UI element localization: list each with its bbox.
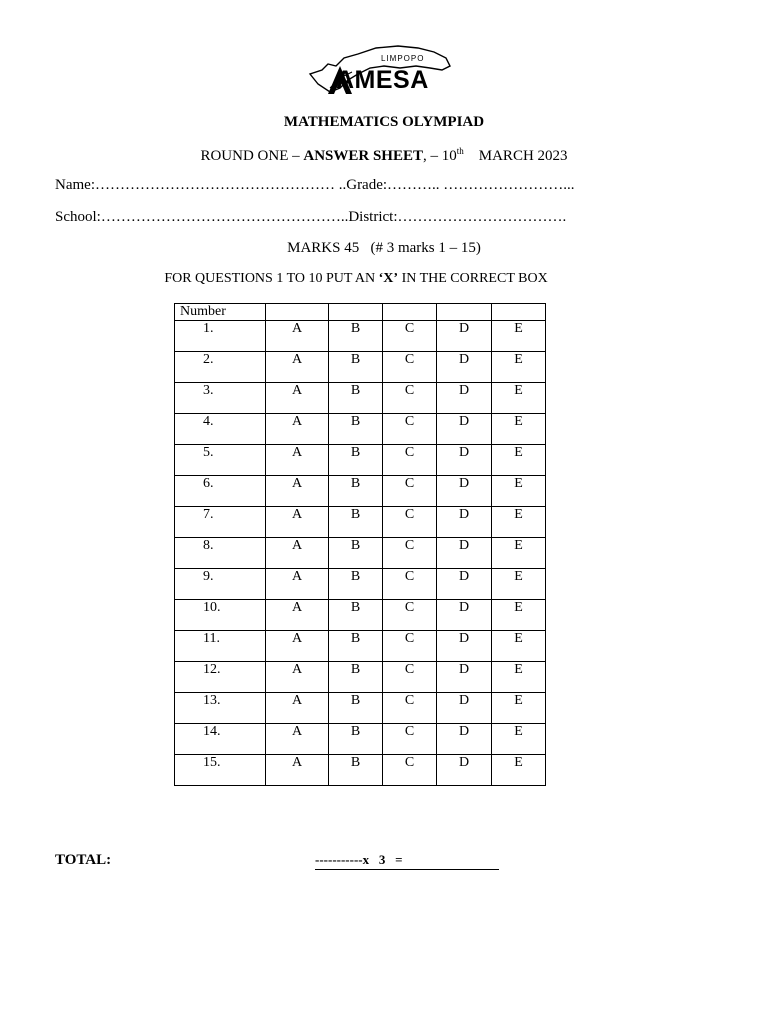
answer-option-b-box[interactable]: B — [329, 755, 383, 786]
answer-option-d-box[interactable]: D — [437, 538, 492, 569]
question-number: 2. — [203, 352, 214, 367]
answer-option-c-box[interactable]: C — [383, 693, 437, 724]
answer-option-d-box[interactable]: D — [437, 507, 492, 538]
answer-row — [175, 383, 546, 414]
question-number-cell — [175, 569, 266, 600]
answer-row — [175, 662, 546, 693]
answer-option-b-box[interactable]: B — [329, 662, 383, 693]
answer-option-a-box[interactable]: A — [266, 600, 329, 631]
subtitle-answer-sheet: ANSWER SHEET — [303, 148, 423, 164]
question-number: 14. — [203, 724, 221, 739]
answer-option-e-box[interactable]: E — [492, 724, 546, 755]
question-number-cell — [175, 476, 266, 507]
answer-option-b-box[interactable]: B — [329, 414, 383, 445]
answer-option-b-box[interactable]: B — [329, 445, 383, 476]
answer-option-c-box[interactable]: C — [383, 755, 437, 786]
question-number: 6. — [203, 476, 214, 491]
answer-row — [175, 755, 546, 786]
answer-option-d-box[interactable]: D — [437, 383, 492, 414]
answer-option-b-box[interactable]: B — [329, 538, 383, 569]
question-number-cell — [175, 445, 266, 476]
instruction-prefix: FOR QUESTIONS 1 TO 10 PUT AN — [164, 271, 379, 286]
question-number: 1. — [203, 321, 214, 336]
logo-region-text: LIMPOPO — [381, 54, 425, 63]
question-number-cell — [175, 321, 266, 352]
subtitle-month: MARCH 2023 — [463, 148, 568, 164]
answer-option-d-box[interactable]: D — [437, 755, 492, 786]
question-number-cell — [175, 724, 266, 755]
answer-row — [175, 538, 546, 569]
header-number-cell — [175, 304, 266, 321]
answer-option-e-box[interactable]: E — [492, 352, 546, 383]
answer-option-b-box[interactable]: B — [329, 631, 383, 662]
question-number-cell — [175, 600, 266, 631]
answer-option-d-box[interactable]: D — [437, 569, 492, 600]
header-empty-cell — [266, 304, 329, 321]
answer-option-e-box[interactable]: E — [492, 507, 546, 538]
answer-option-e-box[interactable]: E — [492, 538, 546, 569]
answer-row — [175, 445, 546, 476]
answer-option-a-box[interactable]: A — [266, 724, 329, 755]
answer-option-a-box[interactable]: A — [266, 693, 329, 724]
answer-option-c-box[interactable]: C — [383, 445, 437, 476]
answer-option-b-box[interactable]: B — [329, 693, 383, 724]
header-empty-cell — [329, 304, 383, 321]
header-empty-cell — [383, 304, 437, 321]
answer-option-e-box[interactable]: E — [492, 414, 546, 445]
answer-option-a-box[interactable]: A — [266, 631, 329, 662]
question-number: 7. — [203, 507, 214, 522]
name-grade-field: Name:………………………………………… ..Grade:……….. ……………………... — [55, 177, 575, 193]
question-number: 5. — [203, 445, 214, 460]
question-number: 11. — [203, 631, 220, 646]
total-label: TOTAL: — [55, 852, 112, 868]
school-district-field: School:…………………………………………..District:……………………………. — [55, 209, 567, 225]
question-number: 13. — [203, 693, 221, 708]
answer-row — [175, 476, 546, 507]
question-number: 15. — [203, 755, 221, 770]
instruction-text — [0, 271, 712, 287]
instruction-x-mark: ‘X’ — [378, 271, 399, 286]
answer-option-b-box[interactable]: B — [329, 476, 383, 507]
answer-option-e-box[interactable]: E — [492, 755, 546, 786]
answer-option-d-box[interactable]: D — [437, 321, 492, 352]
answer-option-a-box[interactable]: A — [266, 445, 329, 476]
answer-option-c-box[interactable]: C — [383, 600, 437, 631]
question-number-cell — [175, 383, 266, 414]
question-number: 12. — [203, 662, 221, 677]
header-empty-cell — [492, 304, 546, 321]
answer-row — [175, 724, 546, 755]
answer-option-b-box[interactable]: B — [329, 383, 383, 414]
header-empty-cell — [437, 304, 492, 321]
answer-option-d-box[interactable]: D — [437, 414, 492, 445]
answer-option-c-box[interactable]: C — [383, 538, 437, 569]
logo-brand-text: AMESA — [336, 66, 429, 94]
answer-row — [175, 507, 546, 538]
page-title: MATHEMATICS OLYMPIAD — [283, 114, 485, 130]
question-number-cell — [175, 631, 266, 662]
question-number-cell — [175, 538, 266, 569]
answer-option-a-box[interactable]: A — [266, 662, 329, 693]
answer-option-b-box[interactable]: B — [329, 352, 383, 383]
answer-option-b-box[interactable]: B — [329, 569, 383, 600]
answer-option-d-box[interactable]: D — [437, 693, 492, 724]
instruction-suffix: IN THE CORRECT BOX — [398, 271, 548, 286]
answer-row — [175, 693, 546, 724]
question-number-cell — [175, 755, 266, 786]
total-calculation: -----------x 3 = — [315, 852, 499, 870]
answer-row — [175, 569, 546, 600]
answer-option-c-box[interactable]: C — [383, 662, 437, 693]
answer-option-e-box[interactable]: E — [492, 693, 546, 724]
answer-option-a-box[interactable]: A — [266, 414, 329, 445]
subtitle-date: , – 10 — [423, 148, 457, 164]
answer-option-c-box[interactable]: C — [383, 352, 437, 383]
answer-option-a-box[interactable]: A — [266, 507, 329, 538]
question-number-cell — [175, 662, 266, 693]
answer-option-b-box[interactable]: B — [329, 724, 383, 755]
table-header-row — [175, 304, 546, 321]
answer-option-b-box[interactable]: B — [329, 321, 383, 352]
answer-row — [175, 600, 546, 631]
subtitle-prefix: ROUND ONE – — [200, 148, 304, 164]
answer-option-e-box[interactable]: E — [492, 631, 546, 662]
answer-option-a-box[interactable]: A — [266, 569, 329, 600]
answer-option-e-box[interactable]: E — [492, 321, 546, 352]
answer-option-d-box[interactable]: D — [437, 631, 492, 662]
answer-option-b-box[interactable]: B — [329, 600, 383, 631]
answer-option-c-box[interactable]: C — [383, 569, 437, 600]
answer-option-c-box[interactable]: C — [383, 321, 437, 352]
answer-option-d-box[interactable]: D — [437, 724, 492, 755]
answer-option-a-box[interactable]: A — [266, 755, 329, 786]
answer-option-c-box[interactable]: C — [383, 414, 437, 445]
answer-option-a-box[interactable]: A — [266, 352, 329, 383]
answer-option-c-box[interactable]: C — [383, 507, 437, 538]
question-number: 4. — [203, 414, 214, 429]
answer-option-a-box[interactable]: A — [266, 538, 329, 569]
answer-row — [175, 321, 546, 352]
answer-option-d-box[interactable]: D — [437, 445, 492, 476]
answer-option-d-box[interactable]: D — [437, 352, 492, 383]
answer-row — [175, 631, 546, 662]
answer-option-c-box[interactable]: C — [383, 476, 437, 507]
answer-option-a-box[interactable]: A — [266, 383, 329, 414]
answer-option-d-box[interactable]: D — [437, 600, 492, 631]
header-number-label: Number — [180, 304, 226, 319]
answer-option-d-box[interactable]: D — [437, 662, 492, 693]
question-number: 10. — [203, 600, 221, 615]
answer-option-e-box[interactable]: E — [492, 569, 546, 600]
answer-option-a-box[interactable]: A — [266, 321, 329, 352]
answer-option-e-box[interactable]: E — [492, 662, 546, 693]
answer-row — [175, 352, 546, 383]
answer-option-c-box[interactable]: C — [383, 724, 437, 755]
question-number-cell — [175, 352, 266, 383]
question-number: 9. — [203, 569, 214, 584]
question-number: 8. — [203, 538, 214, 553]
answer-option-e-box[interactable]: E — [492, 445, 546, 476]
answer-option-c-box[interactable]: C — [383, 631, 437, 662]
answer-option-d-box[interactable]: D — [437, 476, 492, 507]
answer-option-e-box[interactable]: E — [492, 383, 546, 414]
answer-option-e-box[interactable]: E — [492, 600, 546, 631]
question-number: 3. — [203, 383, 214, 398]
answer-row — [175, 414, 546, 445]
answer-option-e-box[interactable]: E — [492, 476, 546, 507]
question-number-cell — [175, 414, 266, 445]
question-number-cell — [175, 693, 266, 724]
answer-option-c-box[interactable]: C — [383, 383, 437, 414]
subtitle-date-suffix: th — [456, 146, 464, 156]
page-subtitle — [0, 146, 768, 165]
answer-table — [174, 303, 546, 786]
question-number-cell — [175, 507, 266, 538]
marks-info: MARKS 45 (# 3 marks 1 – 15) — [287, 240, 481, 256]
answer-option-b-box[interactable]: B — [329, 507, 383, 538]
answer-option-a-box[interactable]: A — [266, 476, 329, 507]
